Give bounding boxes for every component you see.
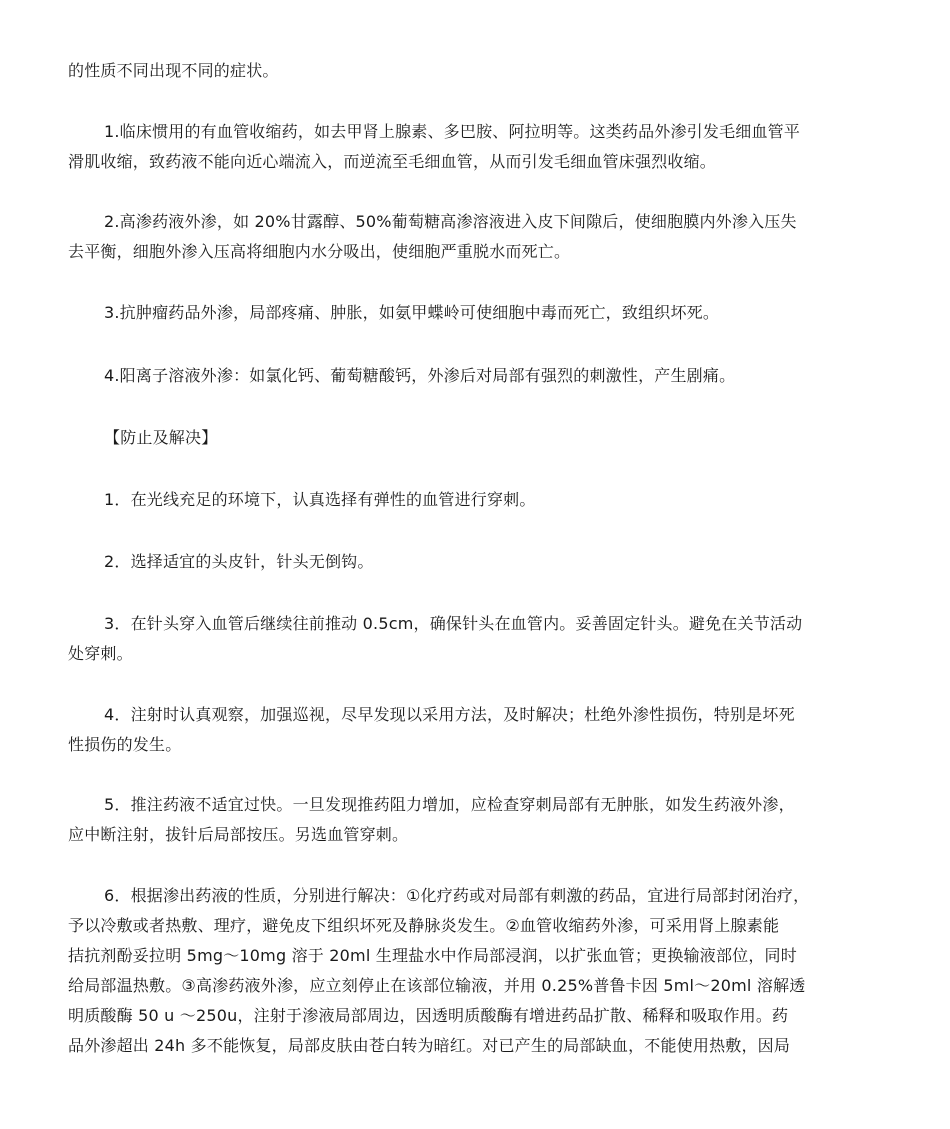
paragraph-line: 2．选择适宜的头皮针，针头无倒钩。 (104, 552, 374, 571)
paragraph-line: 予以冷敷或者热敷、理疗，避免皮下组织坏死及静脉炎发生。②血管收缩药外渗，可采用肾上腺素能 (68, 916, 780, 935)
paragraph-line: 5．推注药液不适宜过快。一旦发现推药阻力增加，应检查穿刺局部有无肿胀，如发生药液外渗， (104, 795, 795, 814)
paragraph-line: 的性质不同出现不同的症状。 (68, 61, 279, 80)
paragraph-line: 明质酸酶 50 u ～250u，注射于渗液局部周边，因透明质酸酶有增进药品扩散、稀释和吸取作用。药 (68, 1006, 789, 1025)
paragraph-line: 【防止及解决】 (104, 428, 218, 447)
paragraph-10 (68, 790, 795, 850)
paragraph-0 (68, 56, 279, 86)
paragraph-line: 6．根据渗出药液的性质，分别进行解决：①化疗药或对局部有刺激的药品，宜进行局部封闭治疗， (104, 886, 810, 905)
paragraph-line: 品外渗超出 24h 多不能恢复，局部皮肤由苍白转为暗红。对已产生的局部缺血，不能使用热敷，因局 (68, 1036, 791, 1055)
paragraph-line: 滑肌收缩，致药液不能向近心端流入，而逆流至毛细血管，从而引发毛细血管床强烈收缩。 (68, 152, 717, 171)
paragraph-line: 应中断注射，拔针后局部按压。另选血管穿刺。 (68, 825, 409, 844)
paragraph-line: 1.临床惯用的有血管收缩药，如去甲肾上腺素、多巴胺、阿拉明等。这类药品外渗引发毛细血管平 (104, 122, 801, 141)
paragraph-2 (68, 207, 797, 267)
paragraph-line: 2.高渗药液外渗，如 20%甘露醇、50%葡萄糖高渗溶液进入皮下间隙后，使细胞膜内外渗入压失 (104, 212, 797, 231)
paragraph-line: 4．注射时认真观察，加强巡视，尽早发现以采用方法，及时解决；杜绝外渗性损伤，特别是坏死 (104, 705, 795, 724)
paragraph-6 (68, 485, 536, 515)
paragraph-line: 3.抗肿瘤药品外渗，局部疼痛、肿胀，如氨甲蝶岭可使细胞中毒而死亡，致组织坏死。 (104, 303, 720, 322)
paragraph-3 (68, 298, 719, 328)
paragraph-1 (68, 117, 800, 177)
paragraph-line: 4.阳离子溶液外渗：如氯化钙、葡萄糖酸钙，外渗后对局部有强烈的刺激性，产生剧痛。 (104, 366, 736, 385)
paragraph-line: 性损伤的发生。 (68, 735, 182, 754)
paragraph-line: 拮抗剂酚妥拉明 5mg～10mg 溶于 20ml 生理盐水中作局部浸润，以扩张血管；更换输液部位，同时 (68, 946, 797, 965)
paragraph-line: 处穿刺。 (68, 644, 133, 663)
paragraph-line: 3．在针头穿入血管后继续往前推动 0.5cm，确保针头在血管内。妥善固定针头。避免在关节活动 (104, 614, 803, 633)
paragraph-line: 去平衡，细胞外渗入压高将细胞内水分吸出，使细胞严重脱水而死亡。 (68, 242, 571, 261)
paragraph-line: 1．在光线充足的环境下，认真选择有弹性的血管进行穿刺。 (104, 490, 536, 509)
section-heading (68, 423, 217, 453)
paragraph-11 (68, 881, 809, 1061)
paragraph-8 (68, 609, 802, 669)
paragraph-7 (68, 547, 374, 577)
paragraph-4 (68, 361, 735, 391)
paragraph-line: 给局部温热敷。③高渗药液外渗，应立刻停止在该部位输液，并用 0.25%普鲁卡因 5ml～20ml 溶解透 (68, 976, 806, 995)
paragraph-9 (68, 700, 795, 760)
